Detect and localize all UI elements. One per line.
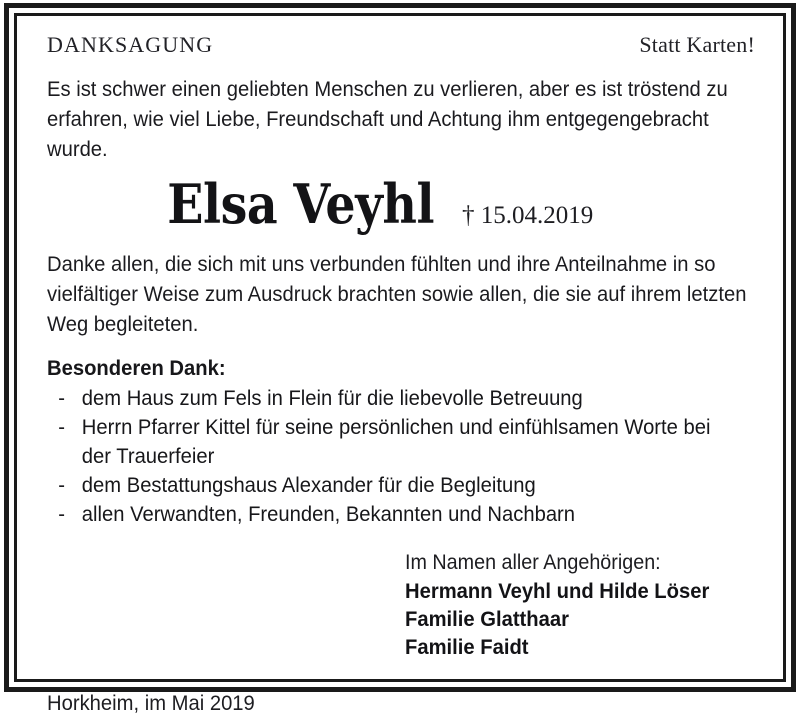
special-thanks-heading: Besonderen Dank: — [47, 355, 226, 380]
place-and-date: Horkheim, im Mai 2019 — [47, 690, 255, 715]
deceased-name: Elsa Veyhl — [166, 172, 434, 236]
signer-name: Hermann Veyhl und Hilde Löser — [405, 578, 710, 603]
notice-kicker: DANKSAGUNG — [47, 32, 214, 57]
notice-content — [17, 16, 783, 715]
list-item-text: allen Verwandten, Freunden, Bekannten und Nachbarn — [81, 501, 576, 526]
bullet-marker: - — [58, 385, 66, 410]
bullet-marker: - — [58, 501, 66, 526]
thanks-paragraph: Danke allen, die sich mit uns verbunden fühlten und ihre Anteilnahme in so vielfältiger Weise zum Ausdruck brachten sowie allen, die sie auf ihrem letzten Weg begleiteten. — [47, 251, 747, 336]
list-item — [47, 500, 752, 529]
list-item — [47, 471, 752, 500]
bullet-marker: - — [58, 472, 66, 497]
signer-name: Familie Faidt — [405, 634, 529, 659]
special-thanks-list — [47, 384, 752, 529]
list-item-text: dem Haus zum Fels in Flein für die liebevolle Betreuung — [81, 385, 583, 410]
on-behalf-of-line: Im Namen aller Angehörigen: — [405, 550, 661, 574]
deceased-name-block — [47, 172, 755, 236]
notice-header — [47, 32, 755, 58]
signer-name: Familie Glatthaar — [405, 606, 569, 631]
intro-paragraph: Es ist schwer einen geliebten Menschen zu verlieren, aber es ist tröstend zu erfahren, wie viel Liebe, Freundschaft und Achtung ihm entgegengebracht wurde. — [47, 77, 728, 161]
instead-of-cards-note: Statt Karten! — [639, 32, 755, 57]
list-item — [47, 384, 752, 413]
list-item — [47, 413, 752, 471]
dagger-icon: † — [462, 202, 475, 229]
bullet-marker: - — [58, 414, 66, 439]
signature-block — [405, 549, 734, 661]
list-item-text: dem Bestattungshaus Alexander für die Begleitung — [81, 472, 536, 497]
death-date-value: 15.04.2019 — [480, 202, 594, 229]
death-date — [462, 202, 593, 230]
list-item-text: Herrn Pfarrer Kittel für seine persönlichen und einfühlsamen Worte bei der Trauerfeier — [81, 414, 711, 468]
